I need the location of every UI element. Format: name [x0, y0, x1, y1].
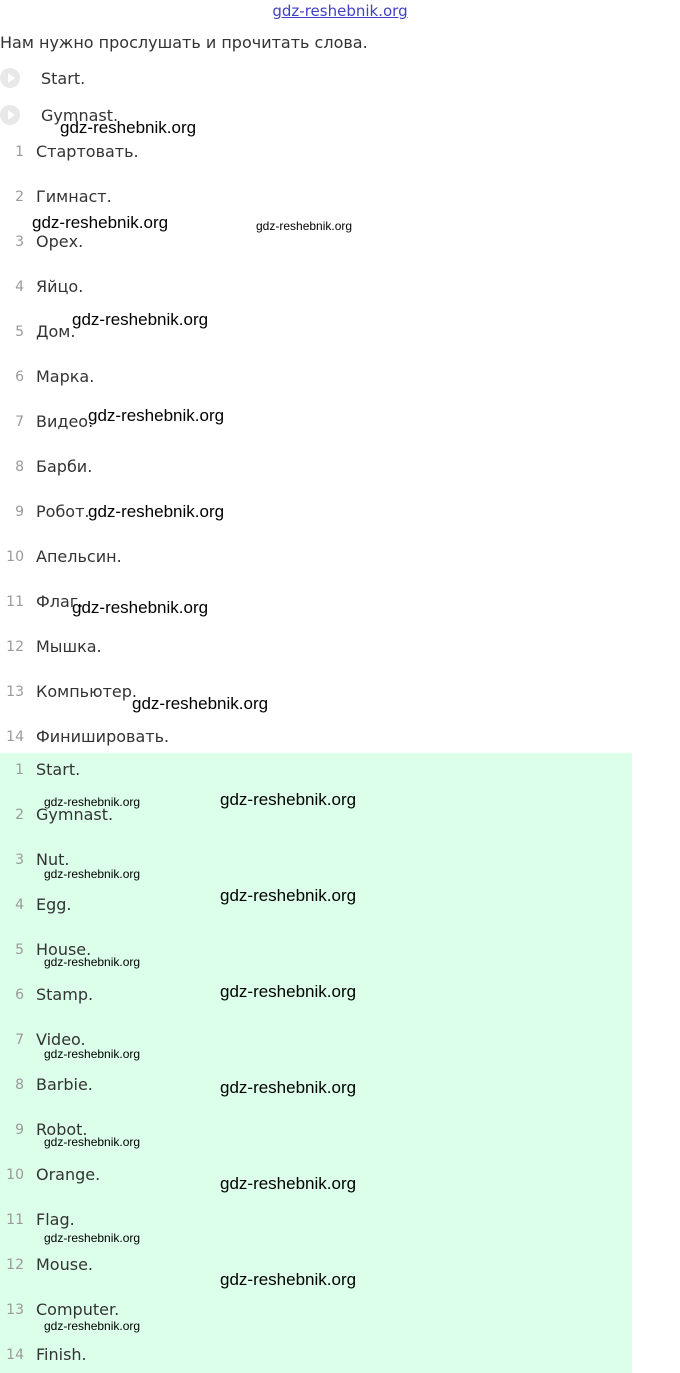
item-word: Дом. [36, 322, 76, 341]
item-number: 14 [6, 1347, 24, 1363]
item-number: 12 [6, 1257, 24, 1273]
item-number: 6 [15, 369, 24, 385]
item-number: 4 [15, 897, 24, 913]
watermark: gdz-reshebnik.org [220, 790, 357, 809]
list-item [0, 1209, 632, 1233]
item-number: 5 [15, 324, 24, 340]
list-item [0, 726, 632, 750]
watermark: gdz-reshebnik.org [132, 694, 269, 713]
item-word: Апельсин. [36, 547, 122, 566]
list-item [0, 141, 632, 165]
item-word: Finish. [36, 1345, 87, 1364]
play-icon[interactable] [0, 105, 20, 125]
item-word: Орех. [36, 232, 84, 251]
item-word: Robot. [36, 1120, 88, 1139]
item-number: 8 [15, 1077, 24, 1093]
list-item [0, 759, 632, 783]
item-number: 8 [15, 459, 24, 475]
item-number: 7 [15, 414, 24, 430]
item-number: 5 [15, 942, 24, 958]
site-header-link[interactable]: gdz-reshebnik.org [272, 2, 408, 20]
watermark: gdz-reshebnik.org [220, 1270, 357, 1289]
watermark: gdz-reshebnik.org [72, 598, 209, 617]
item-word: Марка. [36, 367, 95, 386]
item-number: 7 [15, 1032, 24, 1048]
play-icon[interactable] [0, 68, 20, 88]
item-number: 4 [15, 279, 24, 295]
watermark: gdz-reshebnik.org [44, 1319, 141, 1333]
list-item [0, 276, 632, 300]
item-word: Стартовать. [36, 142, 139, 161]
item-word: Flag. [36, 1210, 75, 1229]
item-number: 13 [6, 684, 24, 700]
item-word: Egg. [36, 895, 72, 914]
item-word: Start. [36, 760, 81, 779]
item-word: Яйцо. [36, 277, 84, 296]
item-number: 3 [15, 234, 24, 250]
item-number: 10 [6, 1167, 24, 1183]
list-item [0, 1344, 632, 1368]
watermark: gdz-reshebnik.org [44, 1135, 141, 1149]
watermark: gdz-reshebnik.org [72, 310, 209, 329]
item-number: 2 [15, 807, 24, 823]
list-item [0, 186, 632, 210]
watermark: gdz-reshebnik.org [44, 795, 141, 809]
list-item [0, 231, 632, 255]
item-number: 2 [15, 189, 24, 205]
watermark: gdz-reshebnik.org [256, 219, 353, 233]
watermark: gdz-reshebnik.org [32, 213, 169, 232]
item-word: Финишировать. [36, 727, 170, 746]
audio-word: Gymnast. [41, 106, 119, 125]
item-word: Nut. [36, 850, 70, 869]
list-item [0, 636, 632, 660]
item-number: 9 [15, 1122, 24, 1138]
item-number: 9 [15, 504, 24, 520]
item-word: Барби. [36, 457, 93, 476]
watermark: gdz-reshebnik.org [220, 1174, 357, 1193]
item-number: 1 [15, 762, 24, 778]
watermark: gdz-reshebnik.org [220, 982, 357, 1001]
watermark: gdz-reshebnik.org [220, 886, 357, 905]
audio-item [0, 103, 20, 127]
item-word: Флаг. [36, 592, 84, 611]
watermark: gdz-reshebnik.org [44, 867, 141, 881]
audio-word: Start. [41, 69, 86, 88]
list-item [0, 366, 632, 390]
item-word: Stamp. [36, 985, 94, 1004]
watermark: gdz-reshebnik.org [220, 1078, 357, 1097]
item-word: House. [36, 940, 92, 959]
list-item [0, 546, 632, 570]
list-item [0, 456, 632, 480]
watermark: gdz-reshebnik.org [88, 502, 225, 521]
item-word: Гимнаст. [36, 187, 112, 206]
item-number: 14 [6, 729, 24, 745]
list-item [0, 681, 632, 705]
watermark: gdz-reshebnik.org [60, 118, 197, 137]
item-word: Mouse. [36, 1255, 93, 1274]
item-number: 13 [6, 1302, 24, 1318]
watermark: gdz-reshebnik.org [44, 1047, 141, 1061]
item-number: 6 [15, 987, 24, 1003]
item-number: 12 [6, 639, 24, 655]
item-word: Gymnast. [36, 805, 114, 824]
item-word: Barbie. [36, 1075, 93, 1094]
item-word: Video. [36, 1030, 86, 1049]
item-word: Мышка. [36, 637, 102, 656]
item-number: 1 [15, 144, 24, 160]
item-number: 10 [6, 549, 24, 565]
watermark: gdz-reshebnik.org [44, 1231, 141, 1245]
item-number: 3 [15, 852, 24, 868]
item-word: Робот. [36, 502, 90, 521]
audio-item [0, 66, 20, 90]
item-word: Orange. [36, 1165, 101, 1184]
item-word: Компьютер. [36, 682, 137, 701]
watermark: gdz-reshebnik.org [88, 406, 225, 425]
item-word: Computer. [36, 1300, 120, 1319]
instruction-text: Нам нужно прослушать и прочитать слова. [0, 33, 368, 52]
watermark: gdz-reshebnik.org [44, 955, 141, 969]
item-number: 11 [6, 1212, 24, 1228]
item-word: Видео. [36, 412, 94, 431]
item-number: 11 [6, 594, 24, 610]
